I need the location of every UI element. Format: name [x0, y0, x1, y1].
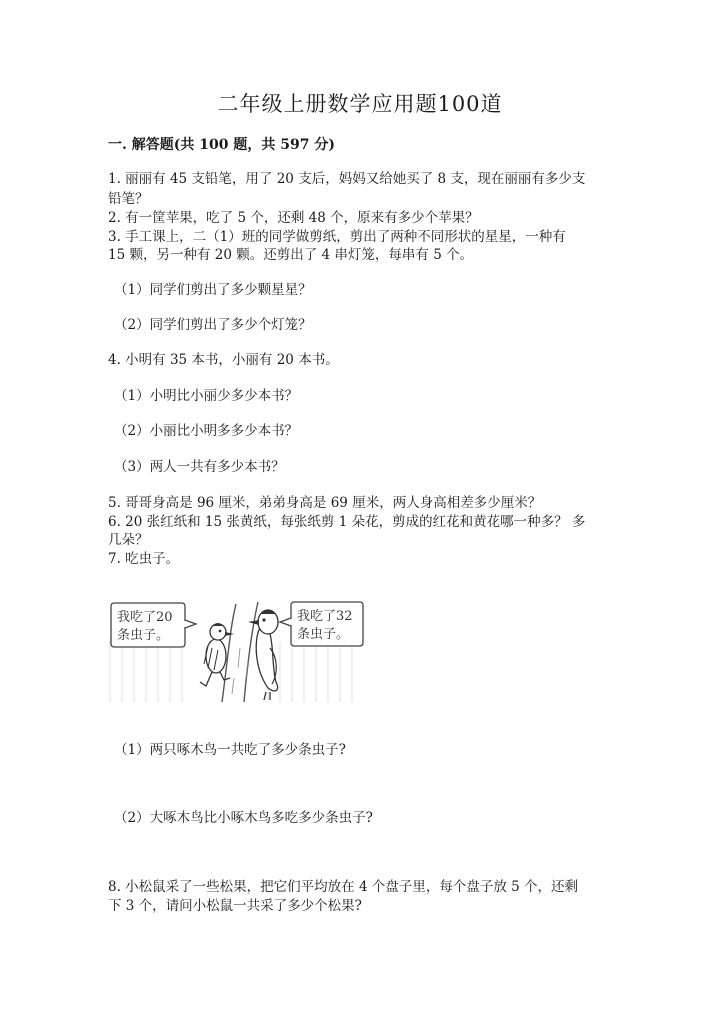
page-title: 二年级上册数学应用题100道	[217, 92, 503, 116]
question-4-sub-1: （1）小明比小丽少多少本书？	[114, 388, 299, 404]
question-6-line-1: 6. 20 张红纸和 15 张黄纸，每张纸剪 1 朵花，剪成的红花和黄花哪一种多？ 多	[108, 514, 586, 530]
right-bubble-text-1: 我吃了32	[297, 609, 353, 624]
question-3-line-2: 15 颗，另一种有 20 颗。还剪出了 4 串灯笼，每串有 5 个。	[108, 247, 474, 263]
question-7-sub-2: （2）大啄木鸟比小啄木鸟多吃多少条虫子?	[114, 810, 373, 826]
question-7-line-1: 7. 吃虫子。	[108, 551, 180, 567]
woodpecker-illustration-svg	[108, 598, 366, 704]
question-3-sub-1: （1）同学们剪出了多少颗星星？	[114, 282, 312, 298]
question-4-line-1: 4. 小明有 35 本书，小丽有 20 本书。	[108, 352, 339, 368]
question-5-line-1: 5. 哥哥身高是 96 厘米，弟弟身高是 69 厘米，两人身高相差多少厘米？	[108, 495, 542, 511]
left-bubble-text-2: 条虫子。	[117, 628, 170, 643]
question-4-sub-2: （2）小丽比小明多多少本书？	[114, 423, 299, 439]
question-4-sub-3: （3）两人一共有多少本书？	[114, 459, 285, 475]
question-1-line-2: 铅笔？	[108, 191, 149, 207]
question-6-line-2: 几朵？	[108, 532, 149, 548]
question-2-line-1: 2. 有一筐苹果，吃了 5 个，还剩 48 个，原来有多少个苹果？	[108, 210, 479, 226]
woodpecker-illustration	[108, 598, 366, 704]
question-8-line-1: 8. 小松鼠采了一些松果，把它们平均放在 4 个盘子里，每个盘子放 5 个，还剩	[108, 879, 579, 895]
section-heading: 一. 解答题(共 100 题，共 597 分)	[108, 137, 335, 153]
question-7-sub-1: （1）两只啄木鸟一共吃了多少条虫子?	[114, 742, 346, 758]
question-3-sub-2: （2）同学们剪出了多少个灯笼？	[114, 317, 312, 333]
left-bubble-text-1: 我吃了20	[117, 610, 173, 625]
question-1-line-1: 1. 丽丽有 45 支铅笔，用了 20 支后，妈妈又给她买了 8 支，现在丽丽有多少支	[108, 171, 586, 187]
right-bubble-text-2: 条虫子。	[297, 627, 350, 642]
question-3-line-1: 3. 手工课上，二（1）班的同学做剪纸，剪出了两种不同形状的星星，一种有	[108, 229, 566, 245]
question-8-line-2: 下 3 个，请问小松鼠一共采了多少个松果?	[108, 898, 362, 914]
